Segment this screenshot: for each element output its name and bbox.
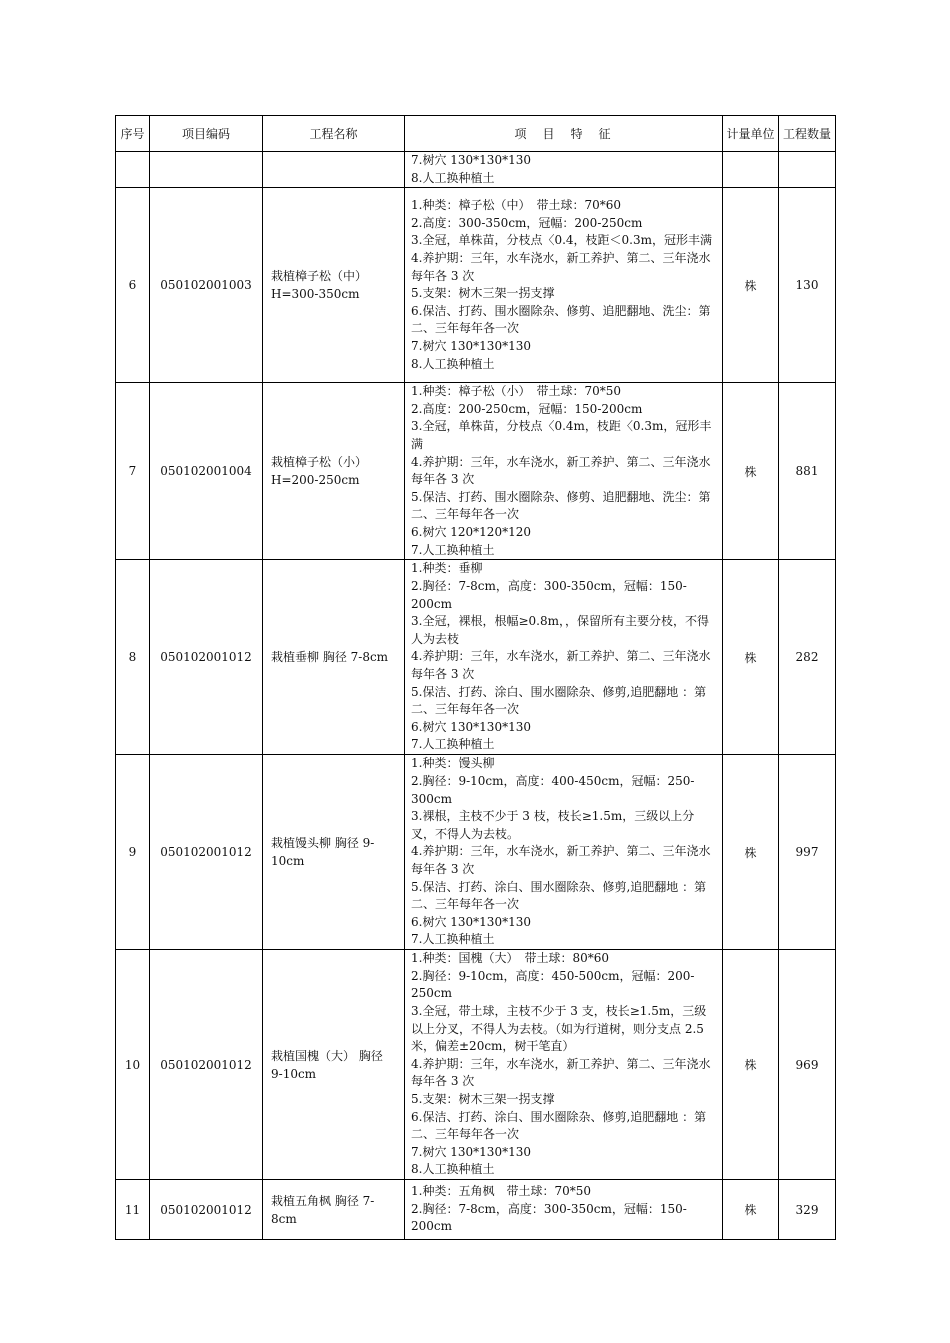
cell-features [405,383,723,560]
cell-name: 栽植垂柳 胸径 7-8cm [263,560,405,755]
feature-line: 3.全冠，单株苗，分枝点〈0.4，枝距＜0.3m，冠形丰满 [411,233,712,248]
header-name: 工程名称 [263,116,405,152]
feature-line: 4.养护期：三年，水车浇水，新工养护、第二、三年浇水每年各 3 次 [411,649,711,681]
feature-line: 1.种类：垂柳 [411,561,483,576]
cell-qty: 997 [779,755,836,950]
cell-features [405,152,723,188]
feature-line: 6.保洁、打药、涂白、围水圈除杂、修剪,追肥翻地 ：第二、三年每年各一次 [411,1109,707,1142]
cell-name: 栽植五角枫 胸径 7-8cm [263,1180,405,1240]
cell-qty: 881 [779,383,836,560]
cell-code: 050102001003 [150,188,263,383]
feature-line: 8.人工换种植土 [411,1162,495,1177]
feature-line: 3.裸根，主枝不少于 3 枝，枝长≥1.5m，三级以上分叉，不得人为去枝。 [411,809,695,841]
feature-line: 6.保洁、打药、围水圈除杂、修剪、追肥翻地、洗尘：第二、三年每年各一次 [411,303,711,336]
feature-line: 5.保洁、打药、涂白、围水圈除杂、修剪,追肥翻地 ：第二、三年每年各一次 [411,879,707,912]
feature-line: 7.人工换种植土 [411,542,495,557]
cell-code [150,152,263,188]
feature-line: 1.种类：樟子松（小） 带土球：70*50 [411,384,621,399]
feature-line: 4.养护期：三年，水车浇水，新工养护、第二、三年浇水每年各 3 次 [411,251,711,283]
feature-line: 2.高度：200-250cm，冠幅：150-200cm [411,401,643,416]
table-row [116,188,836,383]
feature-line: 1.种类：五角枫 带土球：70*50 [411,1184,591,1199]
table-body [116,152,836,1240]
cell-qty: 282 [779,560,836,755]
feature-line: 8.人工换种植土 [411,170,495,185]
feature-line: 7.树穴 130*130*130 [411,153,531,167]
cell-code: 050102001012 [150,1180,263,1240]
feature-line: 2.胸径：7-8cm，高度：300-350cm，冠幅：150-200cm [411,1201,687,1234]
feature-line: 6.树穴 130*130*130 [411,719,531,734]
cell-features [405,950,723,1180]
header-row [116,116,836,152]
cell-name: 栽植樟子松（中）H=300-350cm [263,188,405,383]
feature-line: 6.树穴 130*130*130 [411,914,531,929]
feature-line: 7.树穴 130*130*130 [411,1144,531,1159]
cell-code: 050102001004 [150,383,263,560]
cell-unit: 株 [723,383,779,560]
feature-line: 5.保洁、打药、涂白、围水圈除杂、修剪,追肥翻地 ：第二、三年每年各一次 [411,684,707,717]
cell-qty: 329 [779,1180,836,1240]
cell-name [263,152,405,188]
table-row [116,950,836,1180]
feature-line: 1.种类：国槐（大） 带土球：80*60 [411,951,609,966]
feature-line: 7.人工换种植土 [411,737,495,752]
feature-line: 2.高度：300-350cm，冠幅：200-250cm [411,215,643,230]
header-unit: 计量单位 [723,116,779,152]
cell-features [405,1180,723,1240]
feature-line: 5.支架：树木三架一拐支撑 [411,1092,555,1107]
table-row [116,755,836,950]
feature-line: 3.全冠，单株苗，分枝点〈0.4m，枝距〈0.3m，冠形丰满 [411,419,712,451]
cell-name: 栽植馒头柳 胸径 9-10cm [263,755,405,950]
feature-line: 5.支架：树木三架一拐支撑 [411,286,555,301]
cell-code: 050102001012 [150,560,263,755]
feature-line: 1.种类：樟子松（中） 带土球：70*60 [411,198,621,213]
feature-line: 2.胸径：7-8cm，高度：300-350cm，冠幅：150-200cm [411,578,687,611]
feature-line: 2.胸径：9-10cm，高度：400-450cm，冠幅：250-300cm [411,773,695,806]
cell-name: 栽植国槐（大） 胸径 9-10cm [263,950,405,1180]
cell-code: 050102001012 [150,755,263,950]
feature-line: 7.树穴 130*130*130 [411,338,531,353]
feature-line: 5.保洁、打药、围水圈除杂、修剪、追肥翻地、洗尘：第二、三年每年各一次 [411,489,711,522]
feature-line: 4.养护期：三年，水车浇水，新工养护、第二、三年浇水每年各 3 次 [411,1056,711,1089]
cell-seq: 8 [116,560,150,755]
feature-line: 8.人工换种植土 [411,356,495,371]
feature-line: 1.种类：馒头柳 [411,756,495,771]
cell-features [405,560,723,755]
cell-seq: 11 [116,1180,150,1240]
cell-qty: 130 [779,188,836,383]
header-code: 项目编码 [150,116,263,152]
cell-qty [779,152,836,188]
cell-qty: 969 [779,950,836,1180]
cell-seq [116,152,150,188]
cell-unit: 株 [723,950,779,1180]
header-qty: 工程数量 [779,116,836,152]
feature-line: 6.树穴 120*120*120 [411,524,531,539]
header-features: 项 目 特 征 [405,116,723,152]
header-seq: 序号 [116,116,150,152]
table-row [116,560,836,755]
cell-seq: 9 [116,755,150,950]
cell-code: 050102001012 [150,950,263,1180]
cell-unit: 株 [723,755,779,950]
cell-seq: 6 [116,188,150,383]
feature-line: 2.胸径：9-10cm，高度：450-500cm，冠幅：200-250cm [411,968,695,1001]
feature-line: 7.人工换种植土 [411,932,495,947]
feature-line: 4.养护期：三年，水车浇水，新工养护、第二、三年浇水每年各 3 次 [411,454,711,487]
cell-features [405,188,723,383]
cell-name: 栽植樟子松（小）H=200-250cm [263,383,405,560]
cell-unit: 株 [723,1180,779,1240]
table-row [116,152,836,188]
feature-line: 3.全冠，裸根，根幅≥0.8m，，保留所有主要分枝，不得人为去枝 [411,614,709,646]
cell-features [405,755,723,950]
feature-line: 3.全冠，带土球，主枝不少于 3 支，枝长≥1.5m，三级以上分叉，不得人为去枝。（如为行道树，则分支点 2.5 米，偏差±20cm，树干笔直） [411,1004,708,1054]
table-row [116,383,836,560]
cell-seq: 10 [116,950,150,1180]
cell-seq: 7 [116,383,150,560]
bill-of-quantities-table [115,115,836,1240]
table-row [116,1180,836,1240]
cell-unit [723,152,779,188]
cell-unit: 株 [723,188,779,383]
feature-line: 4.养护期：三年，水车浇水，新工养护、第二、三年浇水每年各 3 次 [411,844,711,876]
cell-unit: 株 [723,560,779,755]
